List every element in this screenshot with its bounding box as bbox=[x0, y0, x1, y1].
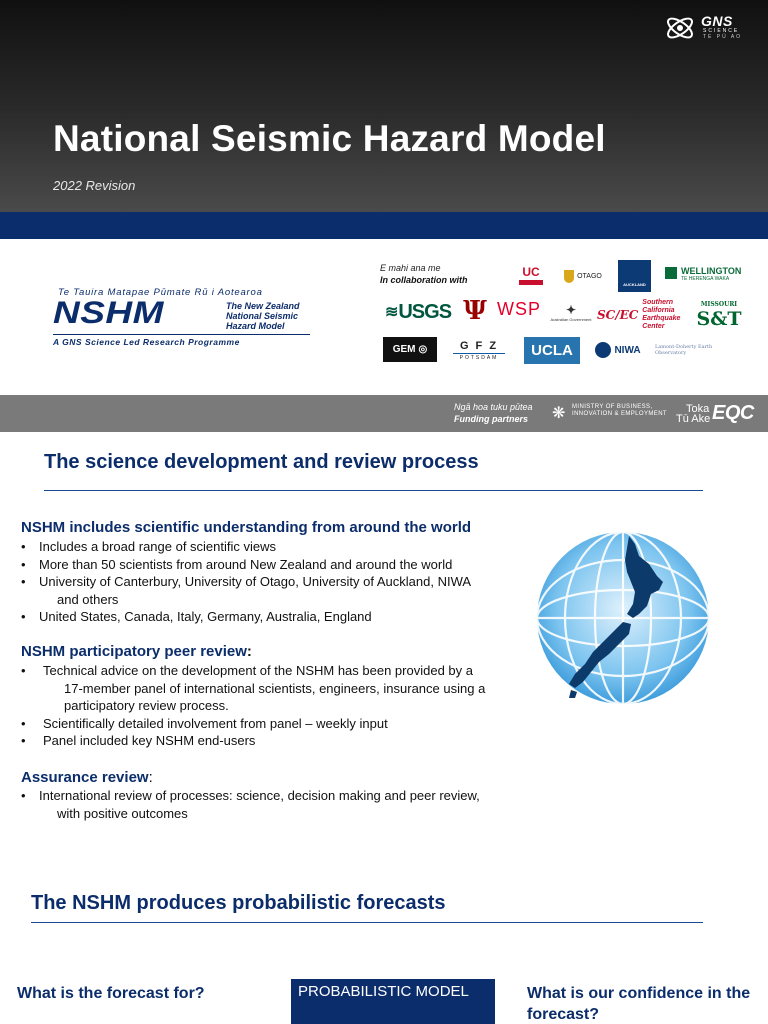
gem-logo bbox=[383, 337, 437, 362]
au-crest-icon: ✦ bbox=[565, 302, 577, 317]
wellington-logo bbox=[665, 264, 742, 284]
list-item-text: University of Canterbury, University of Otago, University of Auckland, NIWA bbox=[39, 574, 472, 589]
collaboration-label: In collaboration with bbox=[380, 275, 468, 285]
scec-logo bbox=[597, 299, 697, 330]
international-subheading: NSHM includes scientific understanding from around the world bbox=[21, 519, 472, 536]
assurance-subheading bbox=[21, 769, 153, 786]
nshm-logo-maori: Te Tauira Matapae Pūmate Rū i Aotearoa bbox=[58, 287, 263, 298]
wellington-logo-maori: TE HERENGA WAKA bbox=[681, 276, 730, 282]
peer-review-subheading-text: NSHM participatory peer review bbox=[21, 643, 247, 660]
auckland-logo-text: AUCKLAND bbox=[623, 281, 646, 287]
list-item: • United States, Canada, Italy, Germany, Australia, England bbox=[21, 608, 531, 626]
list-item: • Includes a broad range of scientific views bbox=[21, 538, 531, 556]
toka-line2: Tū Ake bbox=[676, 413, 711, 425]
list-item-text: International review of processes: science, decision making and peer review, bbox=[39, 788, 480, 803]
usgs-wave-icon: ≋ bbox=[384, 304, 399, 321]
confidence-heading: What is our confidence in the forecast? bbox=[527, 985, 751, 1023]
gem-logo-text: GEM bbox=[392, 344, 416, 355]
header-navy-band bbox=[0, 212, 768, 239]
usgs-logo bbox=[382, 300, 454, 324]
forecast-section-rule bbox=[31, 922, 703, 923]
science-section-rule bbox=[44, 490, 703, 491]
list-item-continuation: with positive outcomes bbox=[57, 805, 188, 821]
assurance-subheading-text: Assurance review bbox=[21, 769, 149, 786]
wellington-logo-text: WELLINGTON bbox=[681, 266, 742, 276]
nz-globe-icon bbox=[535, 530, 711, 706]
nshm-logo-rule bbox=[53, 334, 310, 335]
toka-tu-ake-logo bbox=[676, 404, 710, 424]
nshm-logo-nz-line2: National Seismic bbox=[226, 311, 299, 321]
indiana-logo bbox=[462, 296, 488, 326]
science-section-title: The science development and review process bbox=[44, 451, 479, 473]
list-item bbox=[21, 573, 531, 608]
nshm-logo-nz-line3: Hazard Model bbox=[226, 321, 285, 331]
scec-logo-name: Southern California Earthquake Center bbox=[642, 299, 681, 330]
list-item-continuation: 17-member panel of international scientists, engineers, insurance using a bbox=[64, 680, 486, 696]
otago-logo bbox=[560, 265, 606, 287]
st-logo-text: S&T bbox=[696, 307, 742, 330]
australian-gov-text: Australian Government bbox=[550, 316, 592, 322]
list-item: • Panel included key NSHM end-users bbox=[21, 732, 541, 750]
gns-logo-maori: TE PŪ AO bbox=[703, 34, 743, 40]
page-title: National Seismic Hazard Model bbox=[53, 118, 606, 159]
auckland-logo bbox=[618, 260, 651, 292]
niwa-logo bbox=[592, 339, 644, 361]
gfz-logo-potsdam: POTSDAM bbox=[459, 354, 499, 361]
nshm-logo-fullname bbox=[226, 301, 300, 331]
niwa-logo-text: NIWA bbox=[614, 344, 641, 356]
nshm-logo-acronym: NSHM bbox=[53, 295, 164, 330]
scec-logo-mark: SC/EC bbox=[597, 308, 639, 322]
gns-logo-science: SCIENCE bbox=[703, 28, 740, 34]
missouri-logo-text: MISSOURI bbox=[700, 300, 738, 308]
nz-crest-icon: ❋ bbox=[552, 405, 566, 422]
funding-maori: Ngā hoa tuku pūtea bbox=[454, 402, 533, 412]
list-item: • More than 50 scientists from around New Zealand and around the world bbox=[21, 556, 531, 574]
list-item-continuation: and others bbox=[57, 591, 119, 607]
toka-line1: Toka bbox=[686, 403, 710, 415]
funding-label: Funding partners bbox=[454, 414, 528, 424]
wsp-logo-text: WSP bbox=[496, 298, 541, 319]
niwa-globe-icon bbox=[595, 342, 611, 358]
australian-gov-logo bbox=[550, 297, 592, 327]
list-item bbox=[21, 787, 541, 822]
otago-logo-text: OTAGO bbox=[577, 272, 602, 280]
mbie-logo-text: MINISTRY OF BUSINESS, INNOVATION & EMPLOYMENT bbox=[572, 404, 667, 417]
indiana-trident-icon: Ψ bbox=[463, 296, 487, 326]
uc-logo bbox=[517, 264, 545, 286]
list-item-text: Technical advice on the development of the NSHM has been provided by a bbox=[43, 663, 473, 678]
assurance-list bbox=[21, 787, 541, 822]
gfz-logo-rule bbox=[453, 353, 505, 354]
nshm-logo-programme: A GNS Science Led Research Programme bbox=[53, 337, 240, 347]
uc-logo-bar bbox=[519, 280, 543, 285]
wellington-crest-icon bbox=[665, 267, 677, 279]
peer-review-colon: : bbox=[246, 643, 252, 660]
forecast-section-title: The NSHM produces probabilistic forecasts bbox=[31, 892, 446, 914]
ucla-logo-text: UCLA bbox=[531, 342, 573, 359]
eqc-logo-text: EQC bbox=[712, 402, 754, 424]
missouri-st-logo bbox=[696, 299, 742, 331]
gfz-logo bbox=[450, 336, 508, 364]
gem-globe-icon: ◎ bbox=[418, 344, 428, 355]
gns-logo-name: GNS bbox=[701, 13, 733, 29]
lamont-logo-text: Lamont-Doherty Earth Observatory bbox=[655, 344, 713, 356]
forecast-for-heading: What is the forecast for? bbox=[17, 985, 205, 1002]
list-item bbox=[21, 662, 541, 715]
usgs-logo-text: USGS bbox=[398, 300, 452, 323]
uc-logo-text: UC bbox=[522, 265, 540, 279]
nshm-logo-nz-line1: The New Zealand bbox=[226, 301, 300, 311]
list-item-continuation: participatory review process. bbox=[64, 698, 229, 713]
international-list bbox=[21, 538, 531, 626]
otago-crest-icon bbox=[564, 270, 574, 283]
lamont-logo bbox=[655, 343, 737, 357]
ucla-logo bbox=[524, 337, 580, 364]
wsp-logo bbox=[496, 298, 542, 320]
gfz-logo-text: G F Z bbox=[459, 339, 499, 352]
gns-atom-icon bbox=[664, 12, 696, 44]
peer-review-list bbox=[21, 662, 541, 750]
probabilistic-model-label: PROBABILISTIC MODEL bbox=[298, 983, 469, 1000]
collaboration-maori: E mahi ana me bbox=[380, 263, 441, 273]
gns-science-logo bbox=[664, 12, 744, 44]
peer-review-subheading bbox=[21, 643, 252, 660]
mbie-logo bbox=[550, 401, 670, 427]
assurance-colon: : bbox=[148, 769, 153, 786]
page-subtitle: 2022 Revision bbox=[53, 178, 136, 193]
list-item: • Scientifically detailed involvement from panel – weekly input bbox=[21, 715, 541, 733]
